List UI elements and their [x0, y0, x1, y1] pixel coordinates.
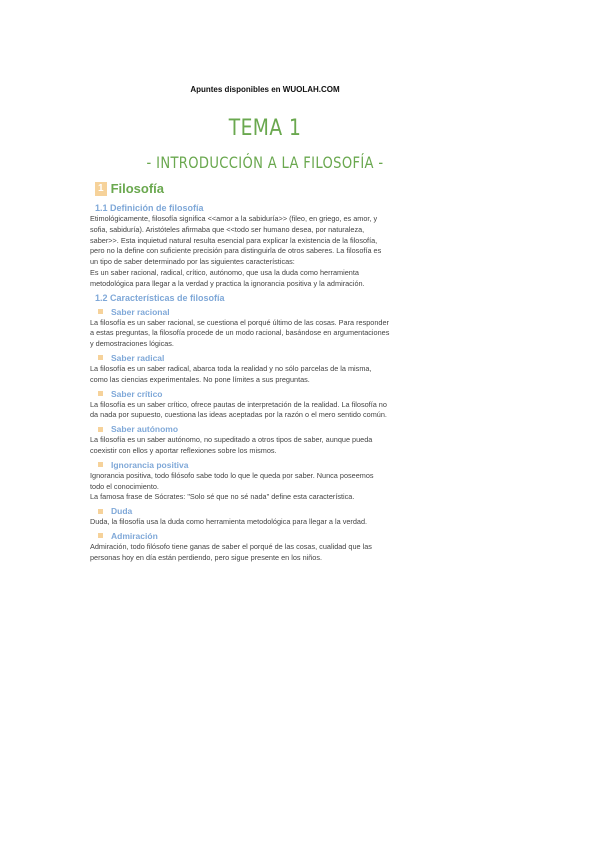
text-line: todo el conocimiento. [90, 481, 159, 491]
subsection-heading-caracteristicas: 1.2 Características de filosofía [95, 292, 225, 303]
text-line: y demostraciones lógicas. [90, 339, 174, 349]
item-heading: Saber autónomo [98, 423, 430, 435]
text-line: Es un saber racional, radical, crítico, autónomo, que usa la duda como herramienta [90, 267, 359, 277]
section-heading [90, 181, 430, 196]
text-line: Ignorancia positiva, todo filósofo sabe todo lo que le queda por saber. Nunca poseemos [90, 470, 374, 480]
item-heading: Saber radical [98, 352, 430, 364]
text-line: un tipo de saber determinado por las siguientes características: [90, 257, 295, 267]
text-line: pero no la define con suficiente precisión para distinguirla de otros saberes. La filosofía es [90, 246, 382, 256]
square-bullet-icon [98, 391, 103, 396]
text-line: metodológica para llegar a la verdad y practica la ignorancia positiva y la admiración. [90, 278, 365, 288]
item-heading: Admiración [98, 530, 430, 542]
text-line: saber>>. Esta inquietud natural resulta esencial para explicar la existencia de la filosofía, [90, 235, 378, 245]
item-heading: Duda [98, 505, 430, 517]
text-line: como las ciencias experimentales. No pone límites a sus preguntas. [90, 374, 310, 384]
square-bullet-icon [98, 533, 103, 538]
section-title: Filosofía [110, 181, 165, 196]
text-line: personas hoy en día están perdiendo, pero sigue presente en los niños. [90, 552, 323, 562]
item-heading: Ignorancia positiva [98, 459, 430, 471]
text-line: La filosofía es un saber autónomo, no supeditado a otros tipos de saber, aunque pueda [90, 435, 373, 445]
document-body [90, 181, 430, 564]
text-line: da nada por supuesto, cuestiona las ideas aceptadas por la razón o el mero sentido común. [90, 410, 387, 420]
square-bullet-icon [98, 462, 103, 467]
square-bullet-icon [98, 309, 103, 314]
text-line: La filosofía es un saber radical, abarca toda la realidad y no sólo parcelas de la misma, [90, 363, 372, 373]
item-heading: Saber racional [98, 306, 430, 318]
wuolah-note: Apuntes disponibles en WUOLAH.COM [190, 85, 340, 94]
page-subtitle: - INTRODUCCIÓN A LA FILOSOFÍA - [146, 153, 384, 172]
text-line: Duda, la filosofía usa la duda como herramienta metodológica para llegar a la verdad. [90, 517, 368, 527]
text-line: La filosofía es un saber crítico, ofrece pautas de interpretación de la realidad. La filosofía no [90, 399, 387, 409]
section-number: 1 [95, 182, 107, 196]
definicion-paragraph [90, 214, 430, 290]
text-line: Etimológicamente, filosofía significa <<amor a la sabiduría>> (fileo, en griego, es amor, y [90, 214, 378, 223]
text-line: coexistir con ellos y aportar reflexiones sobre los mismos. [90, 445, 277, 455]
text-line: a estas preguntas, la filosofía procede de un modo racional, basándose en argumentaciones [90, 328, 390, 338]
square-bullet-icon [98, 509, 103, 514]
text-line: La filosofía es un saber racional, se cuestiona el porqué último de las cosas. Para responder [90, 317, 389, 327]
subsection-heading-definicion: 1.1 Definición de filosofía [95, 203, 204, 213]
page-title: TEMA 1 [228, 116, 302, 141]
text-line: sofia, sabiduría). Aristóteles afirmaba que <<todo ser humano desea, por naturaleza, [90, 224, 365, 234]
text-line: Admiración, todo filósofo tiene ganas de saber el porqué de las cosas, cualidad que las [90, 541, 372, 551]
text-line: La famosa frase de Sócrates: "Solo sé que no sé nada" define esta característica. [90, 492, 355, 502]
square-bullet-icon [98, 355, 103, 360]
square-bullet-icon [98, 427, 103, 432]
item-heading: Saber crítico [98, 388, 430, 400]
